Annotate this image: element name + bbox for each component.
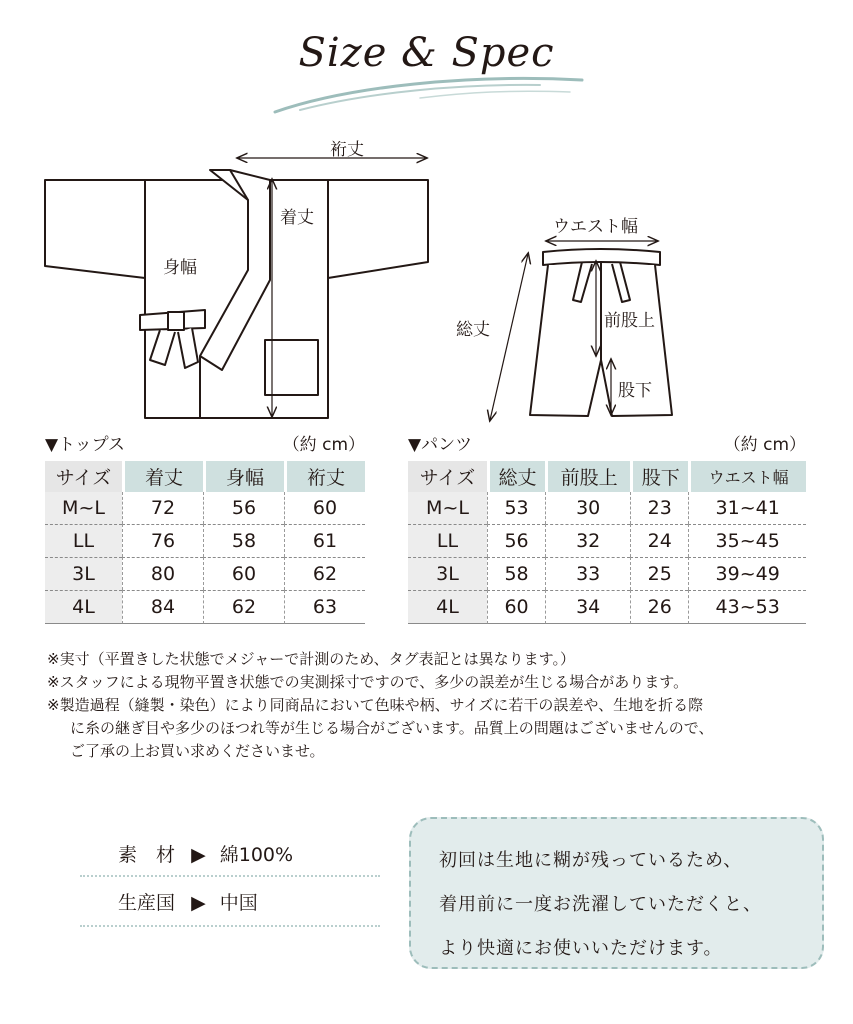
table-cell: 80	[122, 557, 203, 590]
table-row	[45, 492, 365, 524]
table-cell: 76	[122, 524, 203, 557]
note-line: ※製造過程（縫製・染色）により同商品において色味や柄、サイズに若干の誤差や、生地を折る際	[47, 696, 704, 714]
divider	[80, 925, 380, 927]
play-arrow-icon: ▶	[191, 844, 206, 866]
table-cell: 23	[630, 492, 688, 524]
table-cell: 56	[487, 524, 545, 557]
table-header: 裄丈	[284, 461, 365, 492]
table-cell: 39~49	[688, 557, 806, 590]
pants-table-title: ▼パンツ	[408, 435, 473, 455]
note-line: ご了承の上お買い求めくださいませ。	[70, 742, 325, 760]
callout-line: 初回は生地に糊が残っているため、	[439, 850, 743, 871]
table-cell: 34	[545, 590, 630, 624]
table-cell: 60	[487, 590, 545, 624]
label-total-length: 総丈	[456, 320, 490, 340]
table-row	[408, 557, 806, 590]
table-cell: 4L	[45, 590, 122, 624]
table-row	[45, 590, 365, 624]
table-cell: 33	[545, 557, 630, 590]
table-cell: 31~41	[688, 492, 806, 524]
table-row	[408, 590, 806, 624]
pants-size-table	[408, 461, 806, 624]
measurement-notes	[47, 648, 817, 763]
tops-table-section	[45, 430, 365, 624]
table-header: 前股上	[545, 461, 630, 492]
material-row	[118, 840, 293, 867]
table-cell: 61	[284, 524, 365, 557]
table-cell: LL	[45, 524, 122, 557]
table-cell: 24	[630, 524, 688, 557]
table-cell: 72	[122, 492, 203, 524]
divider	[80, 875, 380, 877]
label-waist-width: ウエスト幅	[553, 217, 638, 237]
pants-table-section	[408, 430, 806, 624]
table-cell: 62	[203, 590, 284, 624]
label-body-width: 身幅	[163, 258, 197, 278]
callout-line: より快適にお使いいただけます。	[439, 938, 723, 959]
table-row	[45, 557, 365, 590]
care-callout	[409, 817, 824, 969]
material-label: 素 材	[118, 844, 176, 866]
table-header-row	[45, 461, 365, 492]
table-header: 総丈	[487, 461, 545, 492]
table-cell: 32	[545, 524, 630, 557]
note-line: ※実寸（平置きした状態でメジャーで計測のため、タグ表記とは異なります。）	[47, 650, 575, 668]
table-cell: 35~45	[688, 524, 806, 557]
table-cell: 3L	[45, 557, 122, 590]
tops-illustration	[45, 170, 428, 418]
garment-diagrams	[0, 0, 853, 440]
table-cell: 58	[203, 524, 284, 557]
table-cell: 26	[630, 590, 688, 624]
tops-size-table	[45, 461, 365, 624]
pants-table-unit: （約 cm）	[723, 435, 806, 455]
play-arrow-icon: ▶	[191, 892, 206, 914]
label-inseam: 股下	[618, 381, 652, 401]
table-row	[408, 492, 806, 524]
table-cell: 56	[203, 492, 284, 524]
table-cell: M~L	[408, 492, 487, 524]
table-row	[45, 524, 365, 557]
table-header: サイズ	[408, 461, 487, 492]
table-cell: 60	[203, 557, 284, 590]
table-header: 身幅	[203, 461, 284, 492]
callout-line: 着用前に一度お洗濯していただくと、	[439, 894, 762, 915]
table-header: サイズ	[45, 461, 122, 492]
origin-row	[118, 888, 258, 915]
material-value: 綿100%	[219, 844, 294, 866]
tops-table-title: ▼トップス	[45, 435, 125, 455]
table-header: 着丈	[122, 461, 203, 492]
table-cell: 84	[122, 590, 203, 624]
table-cell: LL	[408, 524, 487, 557]
label-garment-length: 着丈	[280, 208, 314, 228]
table-cell: 30	[545, 492, 630, 524]
table-cell: 58	[487, 557, 545, 590]
table-row	[408, 524, 806, 557]
page-title: Size & Spec	[298, 30, 555, 76]
note-line: に糸の継ぎ目や多少のほつれ等が生じる場合がございます。品質上の問題はございませんので、	[70, 719, 714, 737]
origin-label: 生産国	[118, 892, 176, 914]
table-cell: 53	[487, 492, 545, 524]
origin-value: 中国	[219, 892, 258, 914]
table-cell: 43~53	[688, 590, 806, 624]
label-front-rise: 前股上	[604, 311, 655, 331]
table-cell: 25	[630, 557, 688, 590]
table-cell: 62	[284, 557, 365, 590]
note-line: ※スタッフによる現物平置き状態での実測採寸ですので、多少の誤差が生じる場合があります。	[47, 673, 689, 691]
table-header: ウエスト幅	[688, 461, 806, 492]
table-cell: 3L	[408, 557, 487, 590]
table-header: 股下	[630, 461, 688, 492]
table-cell: 4L	[408, 590, 487, 624]
table-cell: 60	[284, 492, 365, 524]
tops-table-unit: （約 cm）	[282, 435, 365, 455]
table-header-row	[408, 461, 806, 492]
table-cell: 63	[284, 590, 365, 624]
label-sleeve-length: 裄丈	[330, 140, 364, 160]
table-cell: M~L	[45, 492, 122, 524]
